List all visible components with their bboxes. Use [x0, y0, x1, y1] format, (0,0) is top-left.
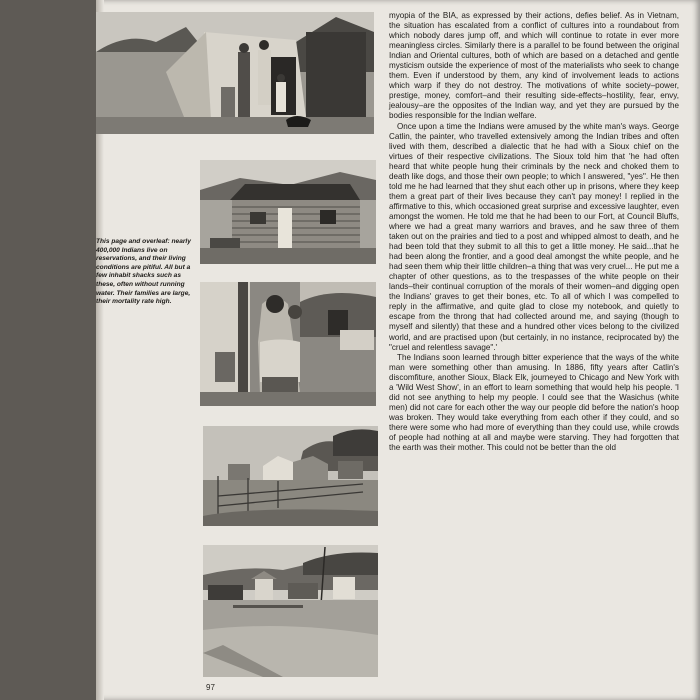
woman-carrying-child-photo-icon [200, 282, 376, 406]
page-number: 97 [206, 683, 215, 692]
photo-tent-family [96, 12, 374, 134]
tent-family-photo-icon [96, 12, 374, 134]
caption-lead: This page and overleaf: [96, 238, 170, 245]
caption-text: nearly 400,000 Indians live on reservations, and their living conditions are pitiful. All but a few inhabit shacks such as these, often without running water. Their families are large, their mortality rate high. [96, 238, 191, 306]
article-body [389, 11, 679, 453]
reservation-settlement-photo-icon [203, 545, 378, 677]
photo-caption [96, 238, 191, 307]
photo-reservation-houses [203, 426, 378, 526]
photo-reservation-settlement [203, 545, 378, 677]
log-cabin-photo-icon [200, 160, 376, 264]
photo-woman-carrying-child [200, 282, 376, 406]
body-paragraph-3: The Indians soon learned through bitter experience that the ways of the white man were something other than amusing. In 1886, fifty years after Catlin's discomfiture, another Sioux, Black Elk, journeyed to Chicago and New York with a 'Wild West Show', in an effort to learn something that would help his people. 'I did not see anything to help my people. I could see that the Wasichus (white men) did not care for each other the way our people did before the nation's hoop was broken. They would take everything from each other if they could, and so there were some who had more of everything than they could use, while crowds of people had nothing at all and maybe were starving. They had forgotten that the earth was their mother. This could not be better than the old [389, 352, 679, 453]
reservation-houses-photo-icon [203, 426, 378, 526]
body-paragraph-2: Once upon a time the Indians were amused by the white man's ways. George Catlin, the painter, who travelled extensively among the Indian tribes and often lived with them, described a dialectic that he had with a Sioux chief on the virtues of their respective civilizations. The Sioux told him that 'he had often heard that white people hung their criminals by the neck and choked them to death like dogs, and those their own people; to which I answered, "yes". He then told me he had learned that they shut each other up in prisons, where they keep them a great part of their lives because they can't pay money! I replied in the affirmative to this, which occasioned great surprise and excessive laughter, even amongst the women. He told me that he had been to our Fort, at Council Bluffs, where we had a great many warriors and braves, and he saw three of them taken out on the prairies and tied to a post and whipped almost to death, and he had been told that they submit to all this to get a little money. He said...that he had been along the frontier, and a good deal amongst the white people, and he had seen them whip their little children–a thing that was very cruel... He put me a chapter of other questions, as to the trespasses of the white people on their lands–their continual corruption of the morals of their women–and digging open the Indians' graves to get their bones, etc. To all of which I was compelled to reply in the affirmative, and quite glad to close my notebook, and quietly to escape from the throng that had collected around me, and saying (though to myself and silently) that these and a hundred other vices belong to the civilized world, and are practised upon (but certainly, in no instance, reciprocated by) the "cruel and relentless savage".' [389, 121, 679, 352]
body-paragraph-1: myopia of the BIA, as expressed by their actions, defies belief. As in Vietnam, the situation has escalated from a conflict of cultures into a roundabout from which nobody dares jump off, and which will continue to rotate in ever more meaningless circles. Similarly there is a parallel to be found between the original Indian and Oriental cultures, both of which are based on a detached and gentle mysticism outside the experience of most of the materialists who seek to change them. Even if understood by them, any kind of involvement leads to actions which warp if they do not destroy. The motivations of white society–power, prestige, money, comfort–and their resulting side-effects–hostility, fear, envy, jealousy–are the opposites of the Indian way, and yet they are pursued by the bodies responsible for the Indian welfare. [389, 11, 679, 121]
photo-log-cabin [200, 160, 376, 264]
